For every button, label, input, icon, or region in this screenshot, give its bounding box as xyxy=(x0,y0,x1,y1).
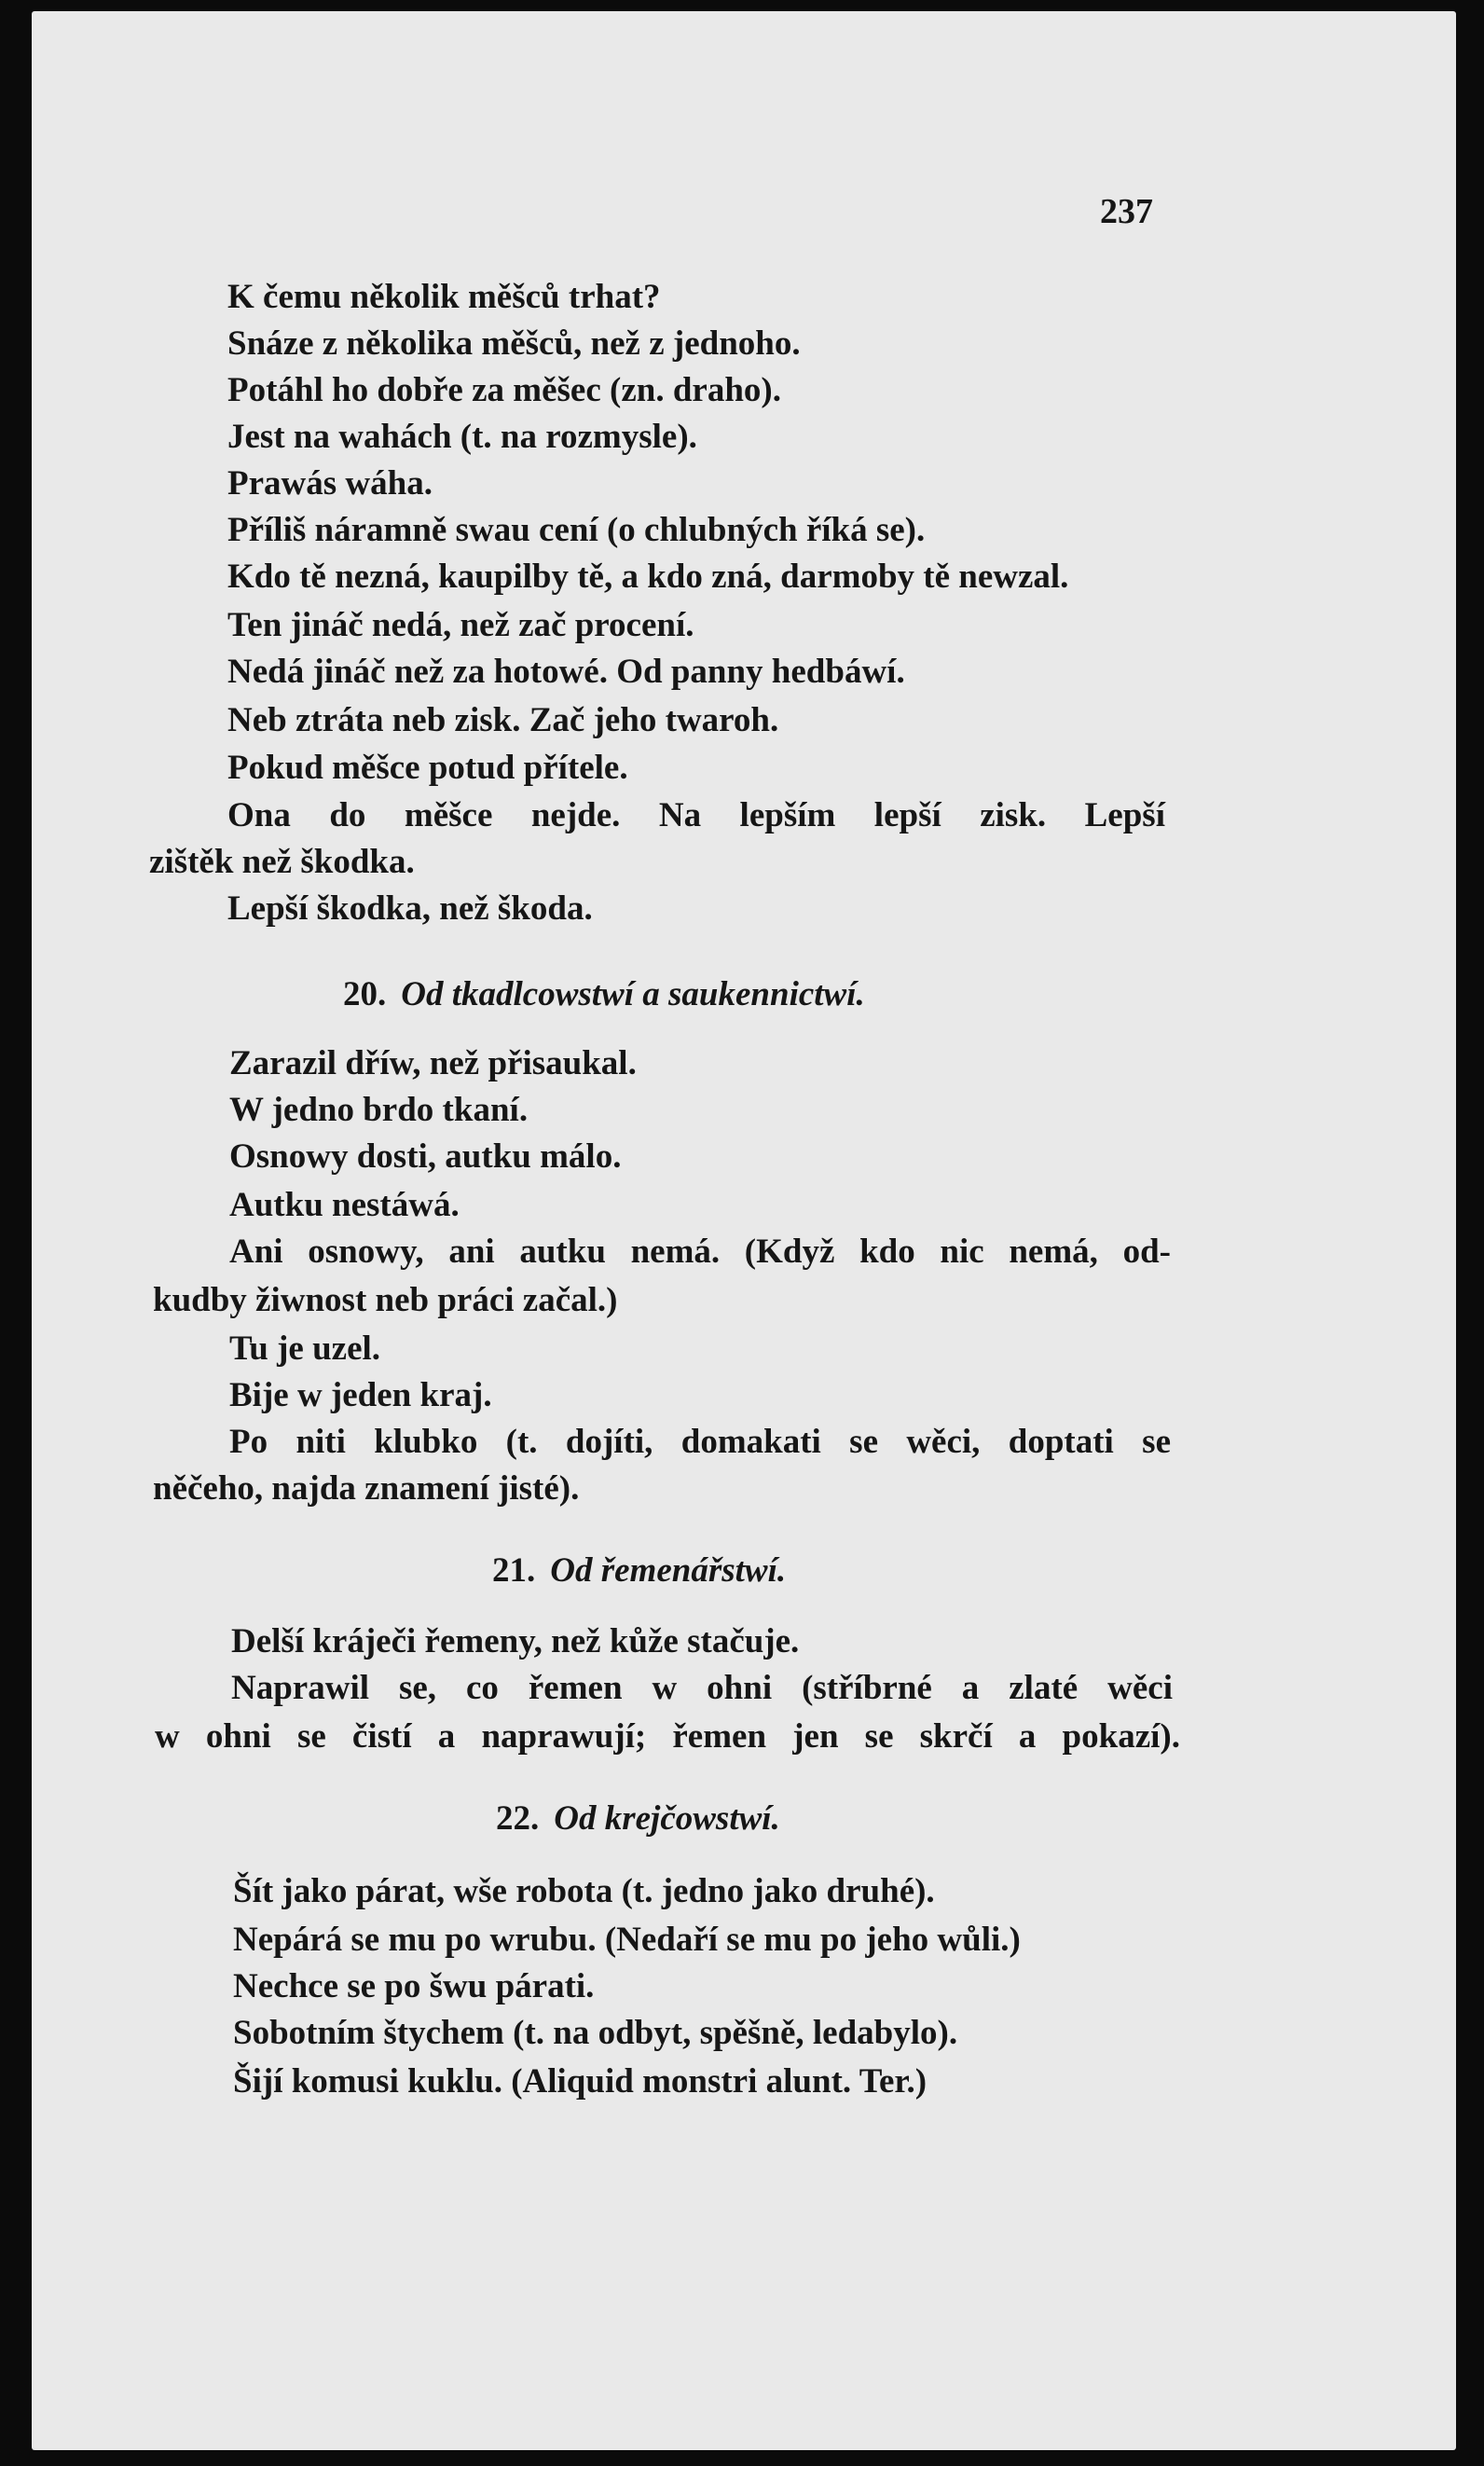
text-line: Pokud měšce potud přítele. xyxy=(227,749,628,787)
text-line: Delší kráječi řemeny, než kůže stačuje. xyxy=(231,1622,800,1660)
section-heading xyxy=(496,1801,780,1836)
text-line: Po niti klubko (t. dojíti, domakati se wěci, doptati se xyxy=(229,1423,1171,1461)
text-line: kudby žiwnost neb práci začal.) xyxy=(153,1281,618,1319)
text-line: Potáhl ho dobře za měšec (zn. draho). xyxy=(227,371,781,409)
text-line: Ona do měšce nejde. Na lepším lepší zisk. Lepší xyxy=(227,796,1165,834)
section-title: Od řemenářstwí. xyxy=(550,1551,787,1590)
text-line: Snáze z několika měšců, než z jednoho. xyxy=(227,324,801,363)
text-line: Tu je uzel. xyxy=(229,1329,381,1368)
text-line: zištěk než škodka. xyxy=(149,843,415,881)
text-line: Naprawil se, co řemen w ohni (stříbrné a zlaté wěci xyxy=(231,1669,1173,1707)
text-line: Nechce se po šwu párati. xyxy=(233,1967,595,2005)
text-line: Bije w jeden kraj. xyxy=(229,1376,492,1414)
text-line: K čemu několik měšců trhat? xyxy=(227,278,661,316)
text-line: Neb ztráta neb zisk. Zač jeho twaroh. xyxy=(227,701,779,739)
text-line: w ohni se čistí a naprawují; řemen jen se skrčí a pokazí). xyxy=(155,1717,1180,1756)
text-line: něčeho, najda znamení jisté). xyxy=(153,1469,580,1508)
text-line: Prawás wáha. xyxy=(227,464,433,503)
text-line: Kdo tě nezná, kaupilby tě, a kdo zná, darmoby tě newzal. xyxy=(227,558,1069,596)
section-title: Od krejčowstwí. xyxy=(554,1799,780,1838)
section-number: 22. xyxy=(496,1799,540,1838)
section-heading xyxy=(492,1553,786,1588)
text-line: Příliš náramně swau cení (o chlubných říká se). xyxy=(227,511,926,549)
section-number: 21. xyxy=(492,1551,536,1590)
text-line: Lepší škodka, než škoda. xyxy=(227,889,593,928)
text-line: Nedá jináč než za hotowé. Od panny hedbáwí. xyxy=(227,653,905,691)
text-line: Osnowy dosti, autku málo. xyxy=(229,1137,622,1176)
text-line: Šít jako párat, wše robota (t. jedno jako druhé). xyxy=(233,1872,935,1910)
section-heading xyxy=(343,977,865,1012)
text-line: Ten jináč nedá, než zač procení. xyxy=(227,606,694,644)
text-line: Šijí komusi kuklu. (Aliquid monstri alunt. Ter.) xyxy=(233,2062,928,2101)
section-number: 20. xyxy=(343,975,387,1013)
text-line: Autku nestáwá. xyxy=(229,1186,460,1224)
text-line: Sobotním štychem (t. na odbyt, spěšně, ledabylo). xyxy=(233,2014,958,2052)
text-line: Ani osnowy, ani autku nemá. (Když kdo nic nemá, od- xyxy=(229,1233,1171,1271)
section-title: Od tkadlcowstwí a saukennictwí. xyxy=(401,975,865,1013)
page-number: 237 xyxy=(1100,192,1153,231)
text-line: Zarazil dříw, než přisaukal. xyxy=(229,1044,637,1082)
text-line: W jedno brdo tkaní. xyxy=(229,1091,529,1129)
text-line: Nepárá se mu po wrubu. (Nedaří se mu po jeho wůli.) xyxy=(233,1921,1021,1959)
text-line: Jest na wahách (t. na rozmysle). xyxy=(227,418,697,456)
